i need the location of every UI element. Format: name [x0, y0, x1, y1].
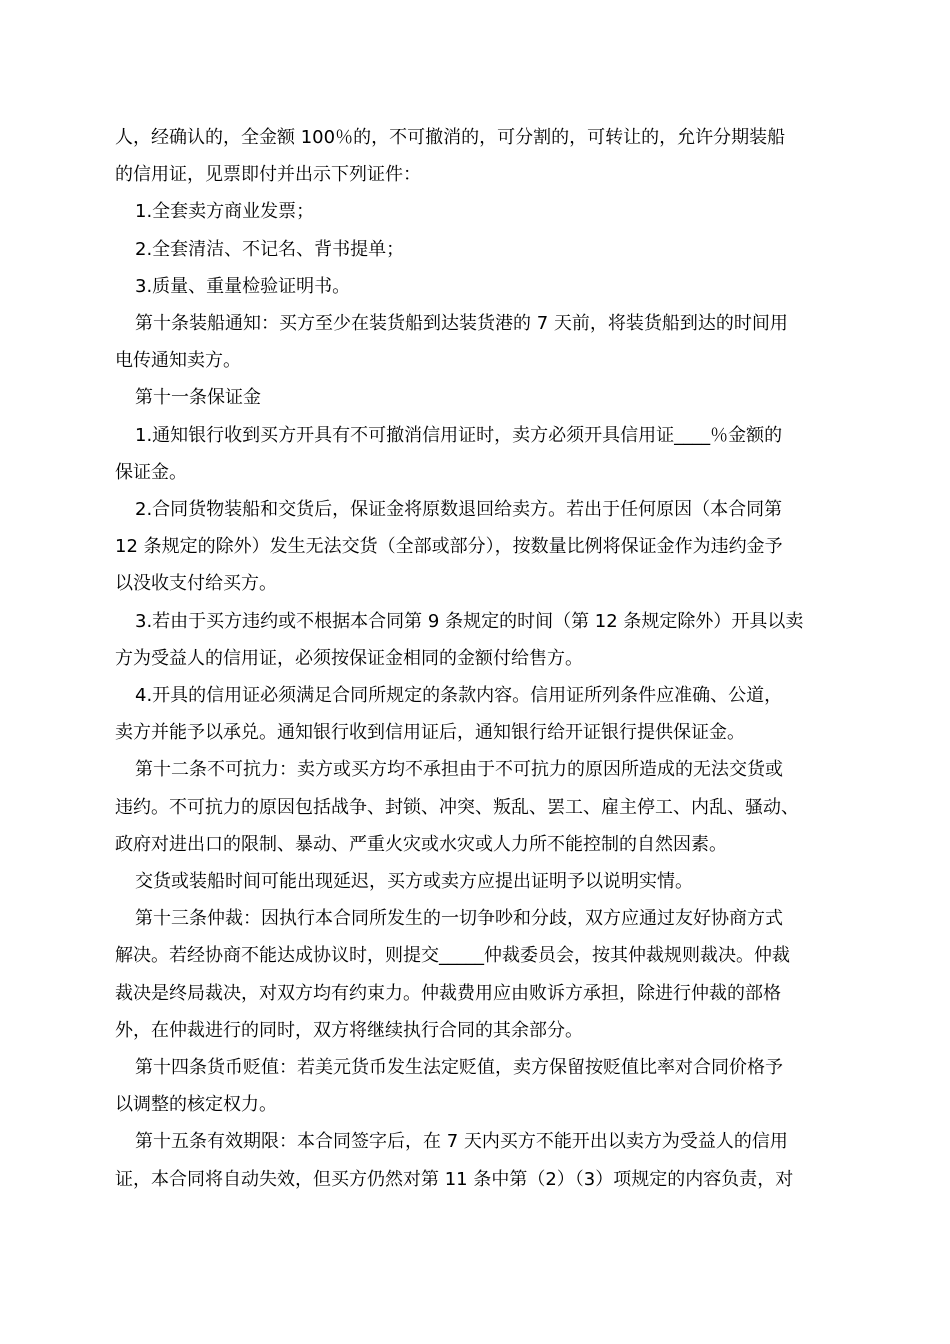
text-line: 以调整的核定权力。	[115, 1094, 277, 1116]
text-line: 裁决是终局裁决，对双方均有约束力。仲裁费用应由败诉方承担，除进行仲裁的部格	[115, 982, 781, 1004]
contract-paragraph	[115, 119, 850, 193]
text-line: 2.合同货物装船和交货后，保证金将原数退回给卖方。若出于任何原因（本合同第	[135, 499, 783, 521]
text-line: 证，本合同将自动失效，但买方仍然对第 11 条中第（2）（3）项规定的内容负责，对	[115, 1168, 794, 1190]
text-line: 违约。不可抗力的原因包括战争、封锁、冲突、叛乱、罢工、雇主停工、内乱、骚动、	[115, 796, 799, 818]
contract-paragraph	[115, 305, 850, 379]
text-line: 1.通知银行收到买方开具有不可撤消信用证时，卖方必须开具信用证____％金额的	[135, 424, 783, 446]
contract-paragraph	[115, 1123, 850, 1197]
contract-paragraph	[115, 417, 850, 491]
text-line: 交货或装船时间可能出现延迟，买方或卖方应提出证明予以说明实情。	[135, 871, 693, 893]
text-line: 解决。若经协商不能达成协议时，则提交_____仲裁委员会，按其仲裁规则裁决。仲裁	[115, 945, 790, 967]
contract-paragraph	[115, 603, 850, 677]
contract-paragraph	[115, 751, 850, 863]
contract-paragraph	[115, 491, 850, 603]
text-line: 第十二条不可抗力：卖方或买方均不承担由于不可抗力的原因所造成的无法交货或	[135, 759, 783, 781]
text-line: 4.开具的信用证必须满足合同所规定的条款内容。信用证所列条件应准确、公道，	[135, 685, 783, 707]
document-page	[115, 119, 850, 1198]
text-line: 1.全套卖方商业发票；	[135, 201, 315, 223]
text-line: 第十一条保证金	[135, 387, 261, 409]
text-line: 政府对进出口的限制、暴动、严重火灾或水灾或人力所不能控制的自然因素。	[115, 833, 727, 855]
contract-paragraph	[115, 1049, 850, 1123]
contract-paragraph	[115, 677, 850, 751]
text-line: 卖方并能予以承兑。通知银行收到信用证后，通知银行给开证银行提供保证金。	[115, 722, 745, 744]
text-line: 人，经确认的，全金额 100％的，不可撤消的，可分割的，可转让的，允许分期装船	[115, 127, 786, 148]
text-line: 第十条装船通知：买方至少在装货船到达装货港的 7 天前，将装货船到达的时间用	[135, 313, 788, 335]
contract-paragraph	[115, 268, 850, 305]
text-line: 以没收支付给买方。	[115, 573, 277, 595]
text-line: 3.若由于买方违约或不根据本合同第 9 条规定的时间（第 12 条规定除外）开具以卖	[135, 610, 804, 632]
text-line: 方为受益人的信用证，必须按保证金相同的金额付给售方。	[115, 647, 583, 669]
text-line: 12 条规定的除外）发生无法交货（全部或部分），按数量比例将保证金作为违约金予	[115, 536, 783, 558]
contract-paragraph	[115, 900, 850, 1049]
text-line: 保证金。	[115, 461, 187, 483]
contract-paragraph	[115, 193, 850, 230]
text-line: 第十四条货币贬值：若美元货币发生法定贬值，卖方保留按贬值比率对合同价格予	[135, 1057, 783, 1079]
contract-paragraph	[115, 231, 850, 268]
contract-paragraph	[115, 379, 850, 416]
text-line: 2.全套清洁、不记名、背书提单；	[135, 238, 405, 260]
text-line: 第十三条仲裁：因执行本合同所发生的一切争吵和分歧，双方应通过友好协商方式	[135, 908, 783, 930]
text-line: 的信用证，见票即付并出示下列证件：	[115, 164, 421, 186]
text-line: 电传通知卖方。	[115, 350, 241, 372]
contract-paragraph	[115, 863, 850, 900]
text-line: 外，在仲裁进行的同时，双方将继续执行合同的其余部分。	[115, 1019, 583, 1041]
text-line: 第十五条有效期限：本合同签字后，在 7 天内买方不能开出以卖方为受益人的信用	[135, 1131, 788, 1153]
text-line: 3.质量、重量检验证明书。	[135, 275, 351, 297]
